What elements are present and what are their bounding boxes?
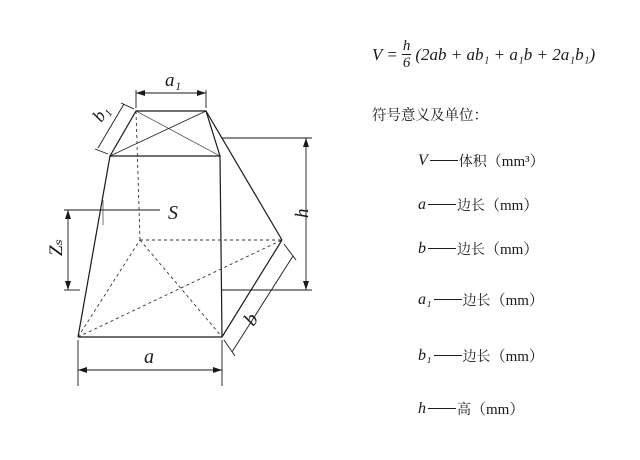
dim-b-ext-2: [284, 244, 296, 260]
row-symbol: b: [418, 239, 426, 257]
formula-lhs: V =: [372, 44, 398, 64]
hidden-back-left-edge: [136, 111, 140, 240]
arrow-a1-left: [136, 90, 145, 96]
row-unit: （mm）: [490, 349, 544, 365]
label-a1: a₁: [165, 70, 182, 91]
formula-numerator: h: [402, 38, 411, 54]
dim-b-ext-1: [224, 340, 235, 356]
arrow-zs-bottom: [65, 281, 71, 290]
legend-heading: 符号意义及单位：: [372, 108, 488, 124]
front-right-edge: [220, 156, 222, 337]
top-diagonal: [110, 111, 206, 156]
row-desc: 边长: [457, 197, 485, 214]
top-diagonal-2: [136, 111, 220, 156]
row-desc: 边长: [462, 292, 491, 309]
row-unit: （mm）: [485, 198, 539, 214]
label-b1: b₁: [88, 101, 114, 126]
row-unit: （mm³）: [486, 154, 545, 170]
top-face: [110, 111, 220, 156]
arrow-h-bottom: [303, 281, 309, 290]
label-a: a: [144, 346, 154, 368]
label-b: b: [239, 309, 264, 330]
row-desc: 边长: [462, 348, 491, 365]
row-desc: 高: [457, 401, 471, 418]
label-h: h: [292, 208, 313, 218]
dim-b1-ext-1: [95, 149, 108, 154]
row-unit: （mm）: [490, 293, 544, 309]
arrow-zs-top: [65, 210, 71, 219]
row-symbol: V: [418, 151, 428, 169]
formula-expression: (2ab + ab₁ + a₁b + 2a₁b₁): [415, 44, 596, 64]
arrow-a1-right: [197, 90, 206, 96]
hidden-base-diagonal-2: [140, 240, 222, 337]
row-symbol: b₁: [418, 346, 432, 364]
front-left-edge: [78, 156, 110, 337]
back-right-edge: [206, 111, 282, 240]
hidden-left-bottom-edge: [78, 240, 140, 337]
row-desc: 边长: [457, 241, 485, 258]
row-desc: 体积: [458, 153, 487, 170]
arrow-h-top: [303, 138, 309, 147]
row-unit: （mm）: [471, 402, 525, 418]
formula-denominator: 6: [402, 55, 411, 71]
row-symbol: a: [418, 195, 426, 213]
row-symbol: a₁: [418, 290, 432, 308]
arrow-a-right: [213, 367, 222, 373]
row-symbol: h: [418, 399, 426, 417]
arrow-a-left: [78, 367, 87, 373]
row-unit: （mm）: [485, 242, 539, 258]
label-s: S: [168, 202, 178, 224]
label-zs: Zₛ: [46, 239, 67, 256]
